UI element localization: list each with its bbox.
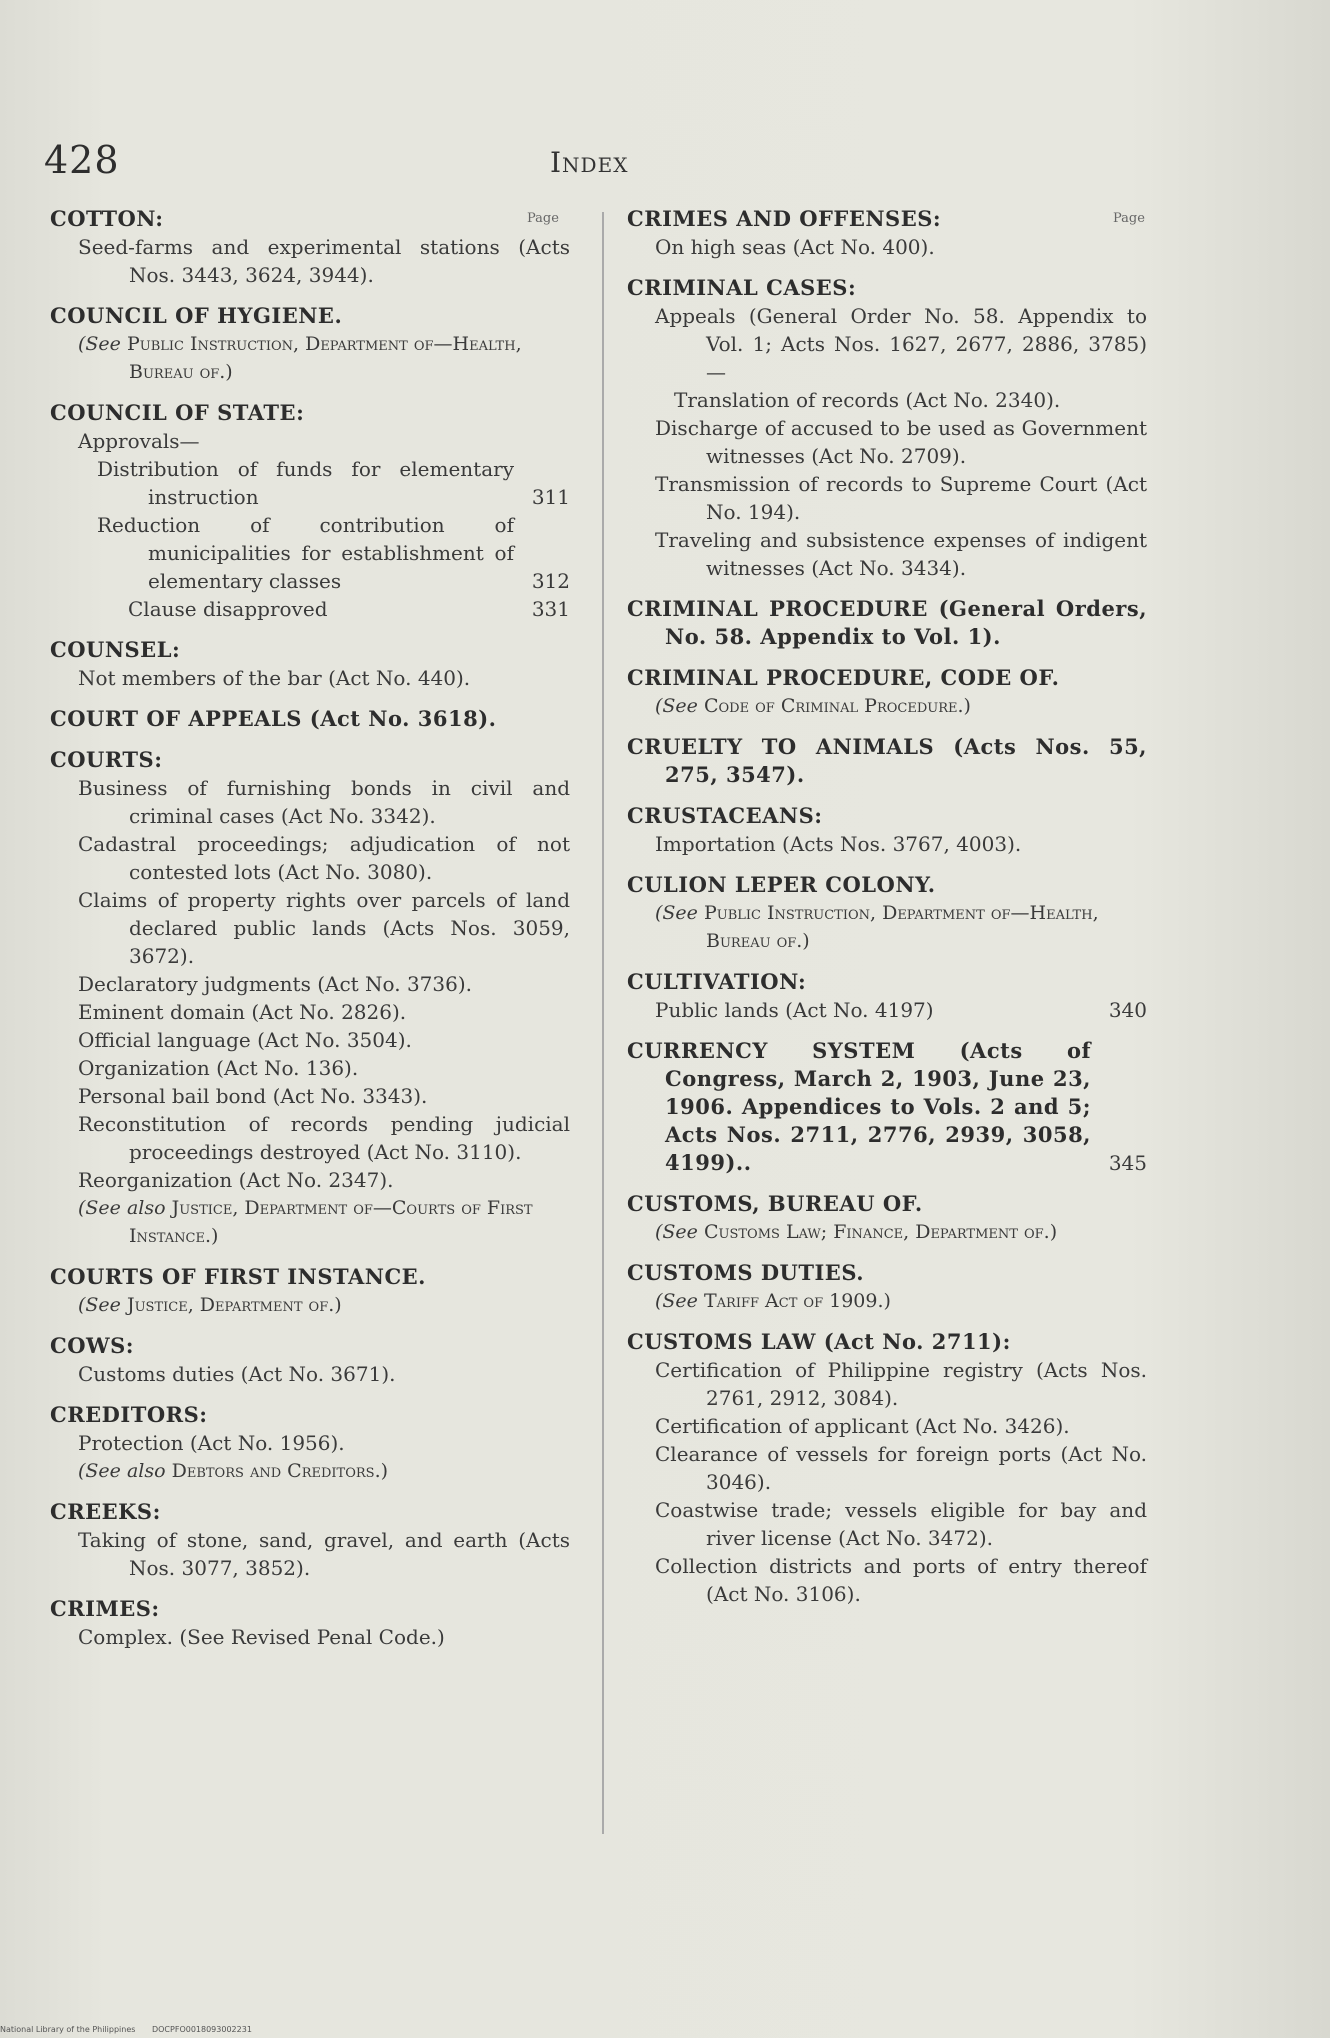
subentry: Customs duties (Act No. 3671). [78, 1362, 396, 1386]
see-reference [78, 1457, 570, 1485]
subentry: Organization (Act No. 136). [78, 1056, 359, 1080]
subentry: Certification of Philippine registry (Acts Nos. 2761, 2912, 3084). [655, 1358, 1147, 1410]
index-entry [627, 1259, 1147, 1315]
right-column [627, 205, 1147, 1621]
see-target: Justice, Department of—Courts of First Instance.) [129, 1197, 533, 1247]
index-entry [627, 595, 1147, 651]
subentry: Seed-farms and experimental stations (Acts Nos. 3443, 3624, 3944). [78, 235, 570, 287]
see-prefix: (See [655, 1221, 698, 1243]
scan-footer [0, 2025, 266, 2034]
entry-heading: COUNCIL OF STATE: [50, 400, 305, 425]
subentry: Reconstitution of records pending judicial proceedings destroyed (Act No. 3110). [78, 1112, 570, 1164]
subentry: Collection districts and ports of entry thereof (Act No. 3106). [655, 1554, 1147, 1606]
entry-heading: CRUSTACEANS: [627, 803, 823, 828]
see-target: Public Instruction, Department of—Health, Bureau of.) [703, 902, 1099, 952]
entry-heading: COTTON: [50, 206, 164, 231]
subentry: Transmission of records to Supreme Court (Act No. 194). [655, 472, 1147, 524]
heading-row [627, 1037, 1147, 1177]
entry-heading: CRIMINAL PROCEDURE (General Orders, No. 58. Appendix to Vol. 1). [627, 596, 1147, 649]
index-entry [627, 733, 1147, 789]
subentry: Eminent domain (Act No. 2826). [78, 1000, 407, 1024]
subentry: Distribution of funds for elementary instruction [97, 457, 514, 509]
page-reference: 345 [1108, 1151, 1147, 1175]
column-divider [602, 212, 604, 1834]
subentry-row [50, 455, 570, 511]
see-reference [655, 1218, 1147, 1246]
entry-heading: CUSTOMS LAW (Act No. 2711): [627, 1329, 1011, 1354]
see-reference [78, 330, 570, 386]
entry-heading: COURTS: [50, 747, 163, 772]
subentry: Clause disapproved [128, 597, 328, 621]
see-prefix: (See also [78, 1460, 166, 1482]
subentry-row [627, 996, 1147, 1024]
running-head: Index [550, 146, 629, 179]
entry-heading: COWS: [50, 1333, 135, 1358]
index-entry [627, 274, 1147, 582]
subentry: Declaratory judgments (Act No. 3736). [78, 972, 473, 996]
see-reference [78, 1194, 570, 1250]
subentry: Clearance of vessels for foreign ports (Act No. 3046). [655, 1442, 1147, 1494]
subentry: Traveling and subsistence expenses of indigent witnesses (Act No. 3434). [655, 528, 1147, 580]
index-entry [50, 1401, 570, 1485]
entry-heading: CURRENCY SYSTEM (Acts of Congress, March 2, 1903, June 23, 1906. Appendices to Vols. 2 and 5; Acts Nos. 2711, 2776, 2939, 3058, 4199).. [627, 1038, 1091, 1175]
subentry: Business of furnishing bonds in civil and criminal cases (Act No. 3342). [78, 776, 570, 828]
entry-heading: CULTIVATION: [627, 969, 807, 994]
page-reference: 312 [531, 569, 570, 593]
footer-id: DOCPFO0018093002231 [151, 2025, 252, 2034]
entry-heading: CRIMES: [50, 1596, 160, 1621]
subentry: Certification of applicant (Act No. 3426). [655, 1414, 1070, 1438]
see-prefix: (See [655, 695, 698, 717]
subentry: Official language (Act No. 3504). [78, 1028, 412, 1052]
subentry: Complex. (See Revised Penal Code.) [78, 1625, 445, 1649]
entry-heading: CRUELTY TO ANIMALS (Acts Nos. 55, 275, 3547). [627, 734, 1147, 787]
index-entry [627, 1328, 1147, 1608]
index-entry [627, 1037, 1147, 1177]
see-target: Tariff Act of 1909.) [703, 1290, 891, 1312]
see-prefix: (See [655, 1290, 698, 1312]
subentry: Protection (Act No. 1956). [78, 1431, 345, 1455]
see-target: Debtors and Creditors.) [171, 1460, 389, 1482]
entry-heading: COUNCIL OF HYGIENE. [50, 303, 343, 328]
footer-library: National Library of the Philippines [0, 2025, 136, 2034]
subentry: On high seas (Act No. 400). [655, 235, 935, 259]
entry-heading: CUSTOMS DUTIES. [627, 1260, 865, 1285]
subentry: Public lands (Act No. 4197) [655, 998, 934, 1022]
index-entry [50, 636, 570, 692]
see-target: Public Instruction, Department of—Health, Bureau of.) [126, 333, 522, 383]
page-reference: 340 [1108, 998, 1147, 1022]
entry-heading: COURT OF APPEALS (Act No. 3618). [50, 706, 497, 731]
see-target: Code of Criminal Procedure.) [703, 695, 971, 717]
subentry: Approvals— [78, 429, 200, 453]
entry-heading: COUNSEL: [50, 637, 181, 662]
left-column [50, 205, 570, 1664]
index-entry [627, 802, 1147, 858]
subentry-row [50, 595, 570, 623]
subentry: Discharge of accused to be used as Government witnesses (Act No. 2709). [655, 416, 1147, 468]
subentry: Not members of the bar (Act No. 440). [78, 666, 471, 690]
subentry: Claims of property rights over parcels of land declared public lands (Acts Nos. 3059, 3672). [78, 888, 570, 968]
entry-heading: CREDITORS: [50, 1402, 208, 1427]
index-entry [50, 1332, 570, 1388]
index-entry [627, 1190, 1147, 1246]
subentry: Reorganization (Act No. 2347). [78, 1168, 394, 1192]
subentry: Importation (Acts Nos. 3767, 4003). [655, 832, 1022, 856]
index-entry [50, 1595, 570, 1651]
index-entry [627, 664, 1147, 720]
subentry-row [50, 511, 570, 595]
entry-heading: CRIMES AND OFFENSES: [627, 206, 942, 231]
entry-heading: CRIMINAL CASES: [627, 275, 857, 300]
entry-heading: CREEKS: [50, 1499, 161, 1524]
entry-heading: CUSTOMS, BUREAU OF. [627, 1191, 923, 1216]
index-entry [50, 705, 570, 733]
entry-heading: COURTS OF FIRST INSTANCE. [50, 1264, 426, 1289]
see-target: Customs Law; Finance, Department of.) [703, 1221, 1058, 1243]
entry-heading: CULION LEPER COLONY. [627, 872, 936, 897]
index-entry [627, 871, 1147, 955]
subentry: Taking of stone, sand, gravel, and earth (Acts Nos. 3077, 3852). [78, 1528, 570, 1580]
subentry: Cadastral proceedings; adjudication of not contested lots (Act No. 3080). [78, 832, 570, 884]
subentry: Appeals (General Order No. 58. Appendix to Vol. 1; Acts Nos. 1627, 2677, 2886, 3785)— [655, 304, 1147, 384]
index-entry [50, 1498, 570, 1582]
page-number: 428 [44, 138, 120, 182]
see-reference [655, 692, 1147, 720]
index-entry [50, 1263, 570, 1319]
index-entry [50, 205, 570, 289]
see-target: Justice, Department of.) [126, 1294, 342, 1316]
entry-heading: CRIMINAL PROCEDURE, CODE OF. [627, 665, 1060, 690]
index-entry [50, 302, 570, 386]
see-reference [655, 1287, 1147, 1315]
page-column-label-right: Page [1113, 211, 1145, 226]
page-column-label-left: Page [527, 211, 559, 226]
subentry: Translation of records (Act No. 2340). [674, 388, 1061, 412]
see-prefix: (See [78, 1294, 121, 1316]
see-reference [78, 1291, 570, 1319]
page-reference: 311 [531, 485, 570, 509]
see-reference [655, 899, 1147, 955]
subentry: Personal bail bond (Act No. 3343). [78, 1084, 428, 1108]
subentry: Coastwise trade; vessels eligible for bay and river license (Act No. 3472). [655, 1498, 1147, 1550]
index-entry [50, 399, 570, 623]
see-prefix: (See [655, 902, 698, 924]
subentry: Reduction of contribution of municipalities for establishment of elementary classes [97, 513, 514, 593]
index-entry [627, 205, 1147, 261]
see-prefix: (See also [78, 1197, 166, 1219]
page-reference: 331 [531, 597, 570, 621]
see-prefix: (See [78, 333, 121, 355]
index-entry [627, 968, 1147, 1024]
index-entry [50, 746, 570, 1250]
